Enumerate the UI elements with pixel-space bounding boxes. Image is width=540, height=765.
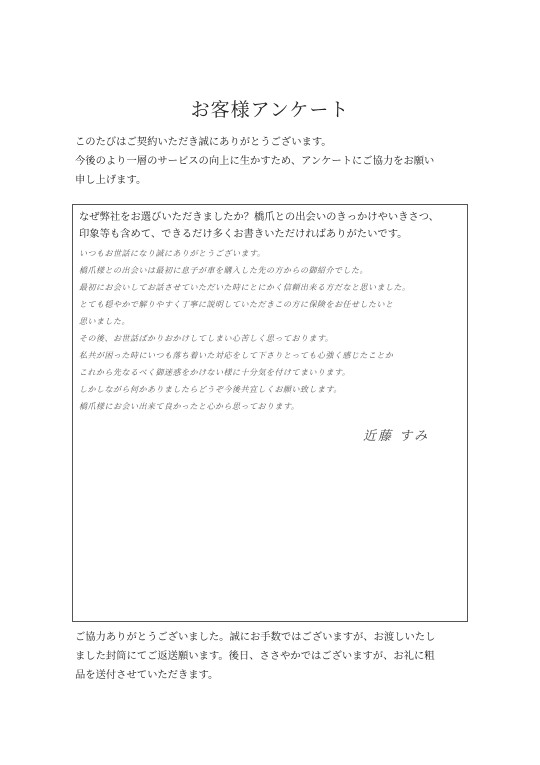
closing-line: ました封筒にてご返送願います。後日、ささやかではございますが、お礼に粗 [75, 650, 435, 662]
answer-line: 橋爪様との出会いは最初に息子が車を購入した先の方からの御紹介でした。 [79, 266, 368, 275]
signature: 近藤 すみ [363, 429, 430, 444]
intro-text [75, 133, 475, 190]
question-text [79, 209, 469, 243]
answer-line: とても穏やかで解りやすく丁寧に説明していただきこの方に保険をお任せしたいと [79, 300, 394, 309]
answer-line: 私共が困った時にいつも落ち着いた対応をして下さりとっても心強く感じたことか [79, 351, 394, 360]
answer-line: いつもお世話になり誠にありがとうございます。 [79, 249, 266, 258]
answer-line: これから先なるべく御迷惑をかけない様に十分気を付けてまいります。 [79, 368, 351, 377]
question-line: 印象等も含めて、できるだけ多くお書きいただければありがたいです。 [79, 228, 408, 240]
page-title: お客様アンケート [190, 99, 350, 121]
answer-line: その後、お世話ばかりおかけしてしまい心苦しく思っております。 [79, 334, 334, 343]
answer-box [72, 204, 468, 622]
intro-line: 申し上げます。 [75, 174, 147, 186]
closing-line: ご協力ありがとうございました。誠にお手数ではございますが、お渡しいたし [75, 631, 436, 643]
intro-line: 今後のより一層のサービスの向上に生かすため、アンケートにご協力をお願い [75, 155, 435, 167]
question-line: なぜ弊社をお選びいただきましたか？橋爪との出会いのきっかけやいきさつ、 [79, 211, 439, 223]
answer-line: 橋爪様にお会い出来て良かったと心から思っております。 [79, 402, 300, 411]
closing-text [75, 628, 475, 685]
closing-line: 品を送付させていただきます。 [75, 669, 219, 681]
answer-line: 最初にお会いしてお話させていただいた時にとにかく信頼出来る方だなと思いました。 [79, 283, 411, 292]
answer-line: 思いました。 [79, 317, 130, 326]
intro-line: このたびはご契約いただき誠にありがとうございます。 [75, 136, 332, 148]
answer-line: しかしながら何かありましたらどうぞ今後共宜しくお願い致します。 [79, 385, 342, 394]
handwritten-answer [79, 245, 467, 415]
